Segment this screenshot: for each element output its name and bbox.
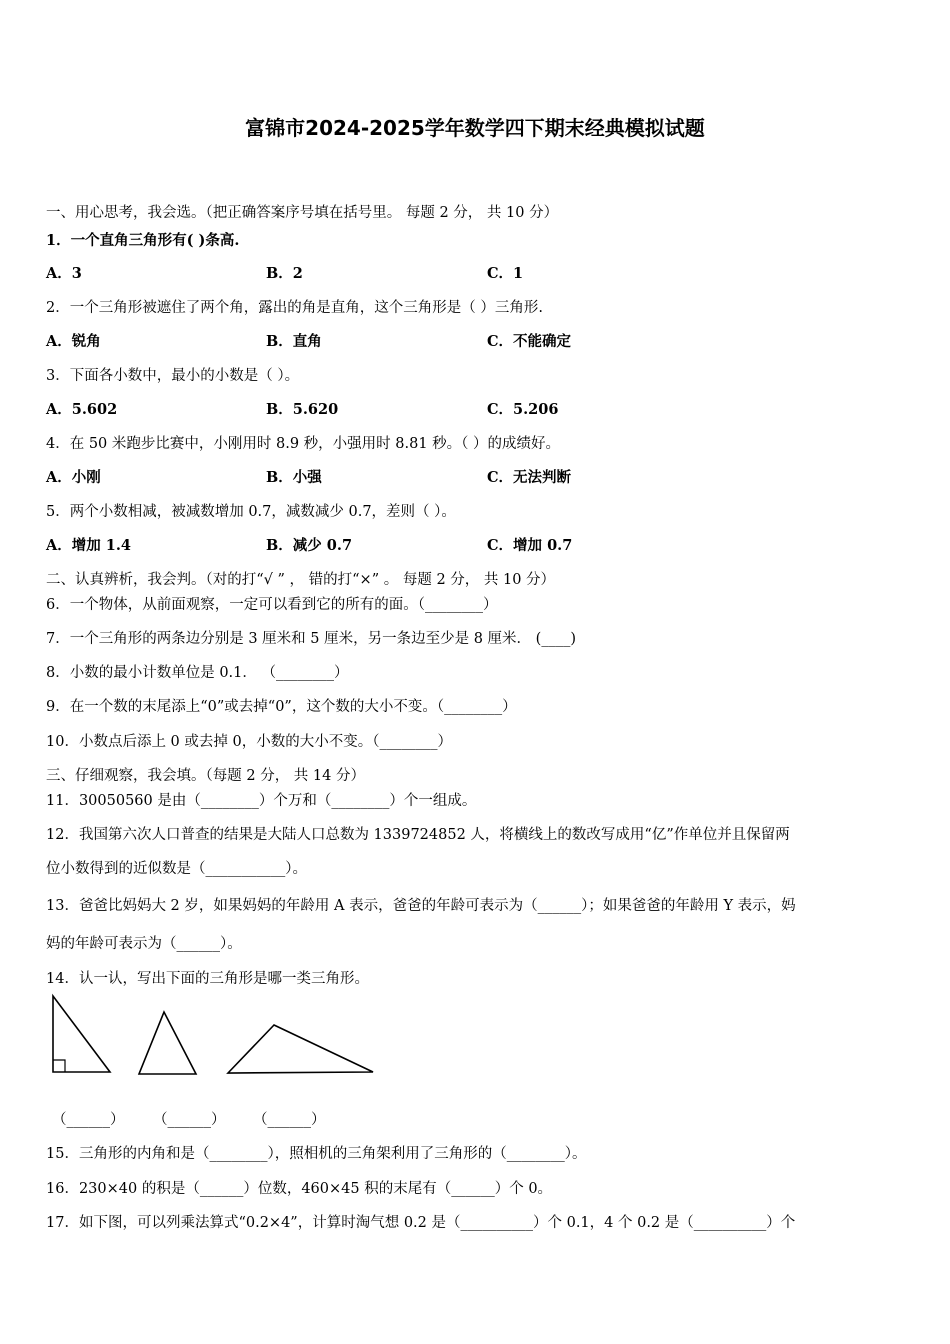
question-2: 2．一个三角形被遮住了两个角，露出的角是直角，这个三角形是（ ）三角形.: [46, 300, 543, 316]
q14-blank-3: （______）: [253, 1112, 326, 1128]
question-11: 11．30050560 是由（________）个万和（________）个一组成。: [46, 793, 477, 809]
q5-option-b: B．减少 0.7: [266, 537, 353, 554]
q2-option-a: A．锐角: [46, 333, 101, 350]
q14-blank-2: （______）: [153, 1112, 226, 1128]
q4-option-c: C．无法判断: [487, 469, 572, 486]
right-triangle: [53, 996, 110, 1072]
section-1-heading: 一、用心思考，我会选。（把正确答案序号填在括号里。 每题 2 分， 共 10 分）: [46, 205, 559, 221]
obtuse-triangle: [228, 1025, 373, 1073]
question-6: 6．一个物体，从前面观察，一定可以看到它的所有的面。（________）: [46, 597, 498, 613]
question-17: 17．如下图，可以列乘法算式“0.2×4”，计算时淘气想 0.2 是（__________）个 0.1，4 个 0.2 是（__________）个: [46, 1215, 796, 1231]
q5-option-c: C．增加 0.7: [487, 537, 573, 554]
triangles-figure: [46, 990, 386, 1080]
question-4: 4．在 50 米跑步比赛中，小刚用时 8.9 秒，小强用时 8.81 秒。（ ）的成绩好。: [46, 436, 561, 452]
q3-option-b: B．5.620: [266, 401, 339, 418]
question-12-line-1: 12．我国第六次人口普查的结果是大陆人口总数为 1339724852 人，将横线上的数改写成用“亿”作单位并且保留两: [46, 827, 790, 843]
q5-option-a: A．增加 1.4: [46, 537, 132, 554]
question-13-line-2: 妈的年龄可表示为（______）。: [46, 936, 242, 952]
q4-option-b: B．小强: [266, 469, 322, 486]
section-2-heading: 二、认真辨析，我会判。（对的打“√ ” ， 错的打“×” 。 每题 2 分， 共 10 分）: [46, 572, 556, 588]
question-5: 5．两个小数相减，被减数增加 0.7，减数减少 0.7，差则（ ）。: [46, 504, 456, 520]
question-10: 10．小数点后添上 0 或去掉 0，小数的大小不变。（________）: [46, 734, 452, 750]
question-7: 7．一个三角形的两条边分别是 3 厘米和 5 厘米，另一条边至少是 8 厘米． (____): [46, 631, 576, 647]
q2-option-c: C．不能确定: [487, 333, 572, 350]
question-15: 15．三角形的内角和是（________），照相机的三角架利用了三角形的（________）。: [46, 1146, 587, 1162]
q1-option-b: B．2: [266, 265, 303, 282]
question-1: 1．一个直角三角形有( )条高.: [46, 232, 240, 249]
q4-option-a: A．小刚: [46, 469, 101, 486]
q3-option-a: A．5.602: [46, 401, 118, 418]
page-title: 富锦市2024-2025学年数学四下期末经典模拟试题: [245, 116, 705, 140]
question-9: 9．在一个数的末尾添上“0”或去掉“0”，这个数的大小不变。（________）: [46, 699, 517, 715]
q1-option-c: C．1: [487, 265, 524, 282]
q3-option-c: C．5.206: [487, 401, 559, 418]
acute-triangle: [139, 1012, 196, 1074]
q14-blank-1: （______）: [52, 1112, 125, 1128]
question-8: 8．小数的最小计数单位是 0.1． （________）: [46, 665, 349, 681]
question-14: 14．认一认，写出下面的三角形是哪一类三角形。: [46, 971, 369, 987]
section-3-heading: 三、仔细观察，我会填。（每题 2 分， 共 14 分）: [46, 768, 365, 784]
question-13-line-1: 13．爸爸比妈妈大 2 岁，如果妈妈的年龄用 A 表示，爸爸的年龄可表示为（______）；如果爸爸的年龄用 Y 表示，妈: [46, 898, 796, 914]
question-12-line-2: 位小数得到的近似数是（___________）。: [46, 861, 307, 877]
question-16: 16．230×40 的积是（______）位数，460×45 积的末尾有（______）个 0。: [46, 1181, 553, 1197]
q1-option-a: A．3: [46, 265, 82, 282]
q2-option-b: B．直角: [266, 333, 322, 350]
question-3: 3．下面各小数中，最小的小数是（ ）。: [46, 368, 300, 384]
